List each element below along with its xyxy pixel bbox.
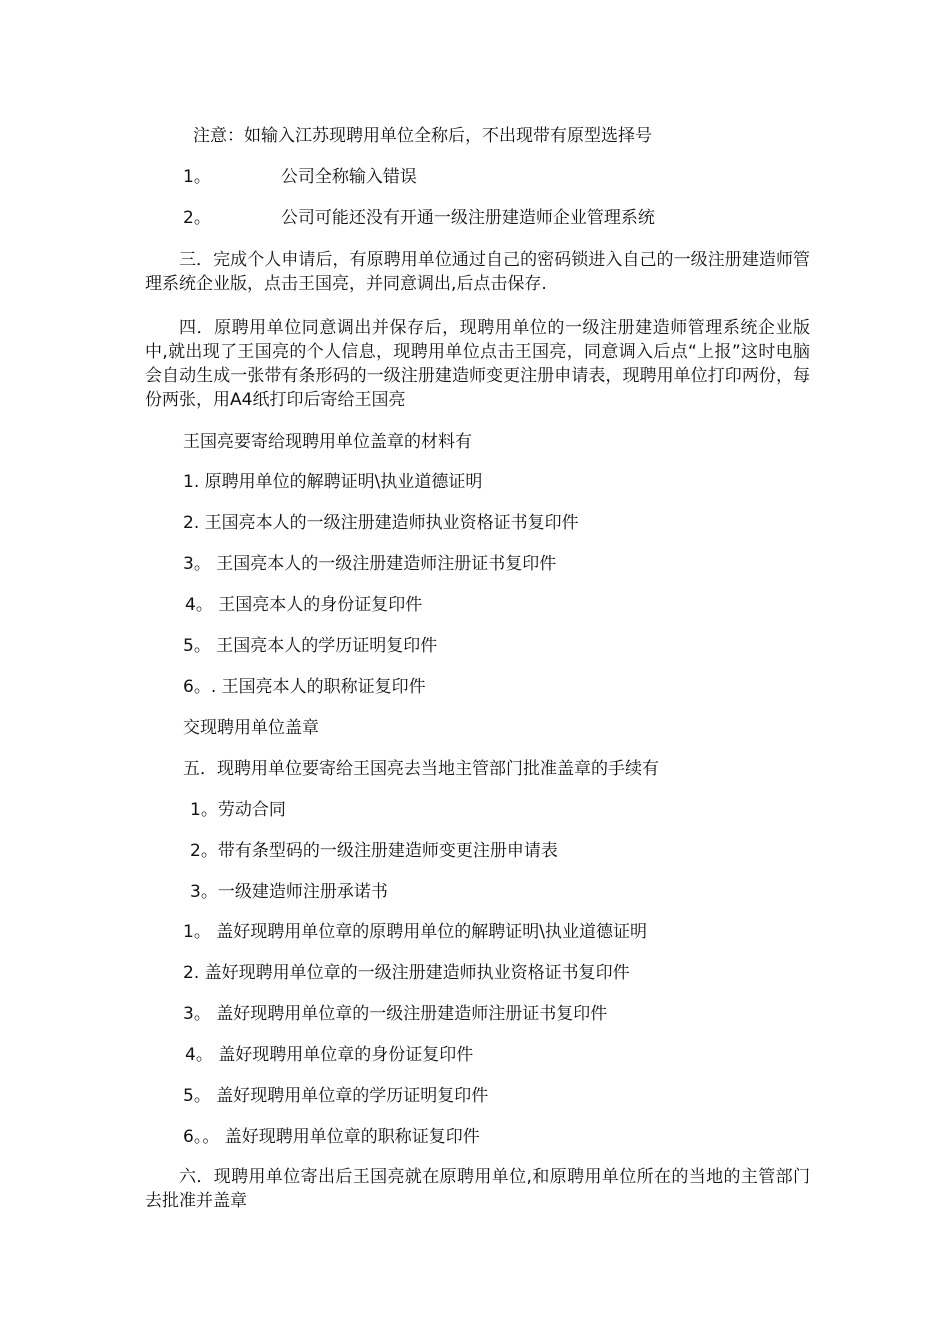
materials-heading: 王国亮要寄给现聘用单位盖章的材料有 (183, 432, 472, 452)
materials-item-3: 3。 王国亮本人的一级注册建造师注册证书复印件 (183, 554, 557, 574)
step-6-paragraph: 六．现聘用单位寄出后王国亮就在原聘用单位,和原聘用单位所在的当地的主管部门去批准并盖章 (145, 1167, 810, 1211)
step-5-item-1: 1。劳动合同 (190, 800, 286, 820)
note-item-2-number: 2。 (183, 208, 211, 228)
note-heading: 注意：如输入江苏现聘用单位全称后，不出现带有原型选择号 (193, 126, 652, 146)
note-item-1-number: 1。 (183, 167, 211, 187)
note-item-1-text: 公司全称输入错误 (280, 167, 417, 187)
materials-footer: 交现聘用单位盖章 (183, 718, 319, 738)
note-item-1 (183, 165, 848, 189)
step-5-item-6: 3。 盖好现聘用单位章的一级注册建造师注册证书复印件 (183, 1004, 608, 1024)
step-5-heading: 五．现聘用单位要寄给王国亮去当地主管部门批准盖章的手续有 (183, 759, 659, 779)
materials-item-5: 5。 王国亮本人的学历证明复印件 (183, 636, 438, 656)
step-5-item-9: 6。。 盖好现聘用单位章的职称证复印件 (183, 1127, 480, 1147)
note-item-2-text: 公司可能还没有开通一级注册建造师企业管理系统 (280, 208, 655, 228)
step-4-paragraph: 四．原聘用单位同意调出并保存后，现聘用单位的一级注册建造师管理系统企业版中,就出现了王国亮的个人信息，现聘用单位点击王国亮，同意调入后点“上报”这时电脑会自动生成一张带有条形码的一级注册建造师变更注册申请表，现聘用单位打印两份，每份两张，用A4纸打印后寄给王国亮 (145, 318, 810, 410)
materials-item-6: 6。. 王国亮本人的职称证复印件 (183, 677, 426, 697)
step-5-item-8: 5。 盖好现聘用单位章的学历证明复印件 (183, 1086, 489, 1106)
step-5-item-7: 4。 盖好现聘用单位章的身份证复印件 (185, 1045, 474, 1065)
materials-item-4: 4。 王国亮本人的身份证复印件 (185, 595, 423, 615)
step-5-item-5: 2. 盖好现聘用单位章的一级注册建造师执业资格证书复印件 (183, 963, 630, 983)
materials-item-1: 1. 原聘用单位的解聘证明\执业道德证明 (183, 472, 483, 492)
step-3-paragraph: 三．完成个人申请后，有原聘用单位通过自己的密码锁进入自己的一级注册建造师管理系统企业版，点击王国亮，并同意调出,后点击保存. (145, 250, 810, 294)
step-5-item-3: 3。一级建造师注册承诺书 (190, 882, 388, 902)
step-5-item-4: 1。 盖好现聘用单位章的原聘用单位的解聘证明\执业道德证明 (183, 922, 647, 942)
step-5-item-2: 2。带有条型码的一级注册建造师变更注册申请表 (190, 841, 558, 861)
materials-item-2: 2. 王国亮本人的一级注册建造师执业资格证书复印件 (183, 513, 579, 533)
note-item-2 (183, 206, 848, 230)
